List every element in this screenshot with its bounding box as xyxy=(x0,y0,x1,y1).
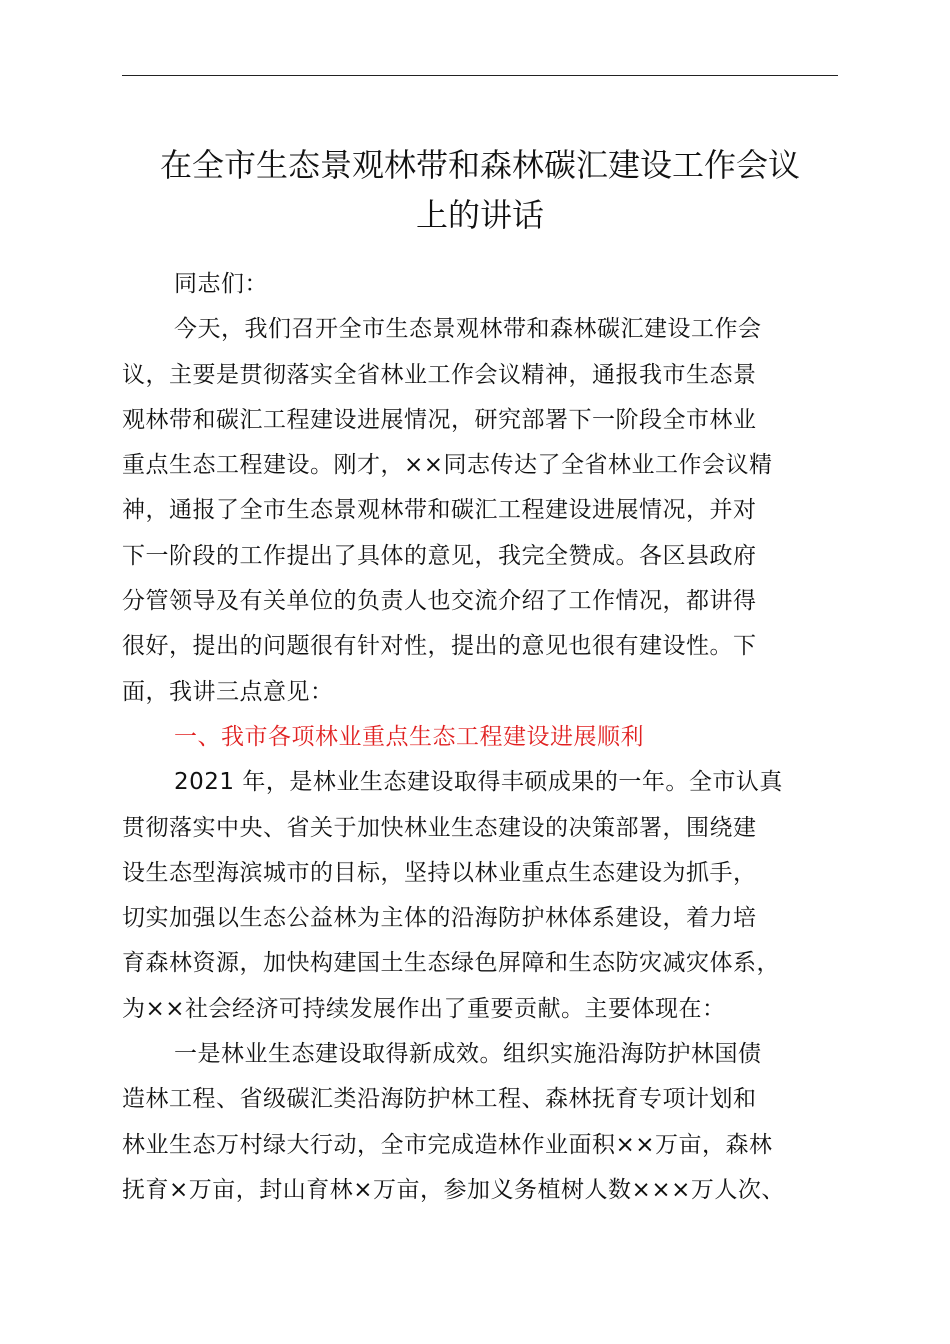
paragraph-line: 议，主要是贯彻落实全省林业工作会议精神，通报我市生态景 xyxy=(122,361,757,388)
paragraph-line: 设生态型海滨城市的目标，坚持以林业重点生态建设为抓手， xyxy=(122,859,757,886)
paragraph-line: 一是林业生态建设取得新成效。组织实施沿海防护林国债 xyxy=(174,1041,762,1068)
section-heading: 一、我市各项林业重点生态工程建设进展顺利 xyxy=(174,723,644,750)
paragraph-line: 下一阶段的工作提出了具体的意见，我完全赞成。各区县政府 xyxy=(122,542,757,569)
paragraph-line: 重点生态工程建设。刚才，××同志传达了全省林业工作会议精 xyxy=(122,452,773,479)
document-body xyxy=(122,262,838,1213)
paragraph-line: 神，通报了全市生态景观林带和碳汇工程建设进展情况，并对 xyxy=(122,497,757,524)
title-line: 上的讲话 xyxy=(415,196,544,234)
paragraph-line: 观林带和碳汇工程建设进展情况，研究部署下一阶段全市林业 xyxy=(122,406,757,433)
salutation: 同志们： xyxy=(174,271,268,297)
title-line: 在全市生态景观林带和森林碳汇建设工作会议 xyxy=(159,146,800,184)
paragraph-line: 面，我讲三点意见： xyxy=(122,678,334,705)
header-rule xyxy=(122,75,838,76)
paragraph-line: 育森林资源，加快构建国土生态绿色屏障和生态防灾减灾体系， xyxy=(122,950,780,977)
paragraph-line: 造林工程、省级碳汇类沿海防护林工程、森林抚育专项计划和 xyxy=(122,1086,757,1113)
paragraph-line: 贯彻落实中央、省关于加快林业生态建设的决策部署，围绕建 xyxy=(122,814,757,841)
paragraph-line: 抚育×万亩，封山育林×万亩，参加义务植树人数×××万人次、 xyxy=(122,1176,785,1203)
paragraph-line: 为××社会经济可持续发展作出了重要贡献。主要体现在： xyxy=(122,995,726,1022)
document-title xyxy=(110,140,850,240)
paragraph-line: 今天，我们召开全市生态景观林带和森林碳汇建设工作会 xyxy=(174,316,762,343)
paragraph-line: 分管领导及有关单位的负责人也交流介绍了工作情况，都讲得 xyxy=(122,588,757,615)
paragraph-line: 切实加强以生态公益林为主体的沿海防护林体系建设，着力培 xyxy=(122,905,757,932)
paragraph-line: 很好，提出的问题很有针对性，提出的意见也很有建设性。下 xyxy=(122,633,757,660)
paragraph-line: 2021 年，是林业生态建设取得丰硕成果的一年。全市认真 xyxy=(174,769,783,796)
paragraph-line: 林业生态万村绿大行动，全市完成造林作业面积××万亩，森林 xyxy=(122,1131,773,1158)
